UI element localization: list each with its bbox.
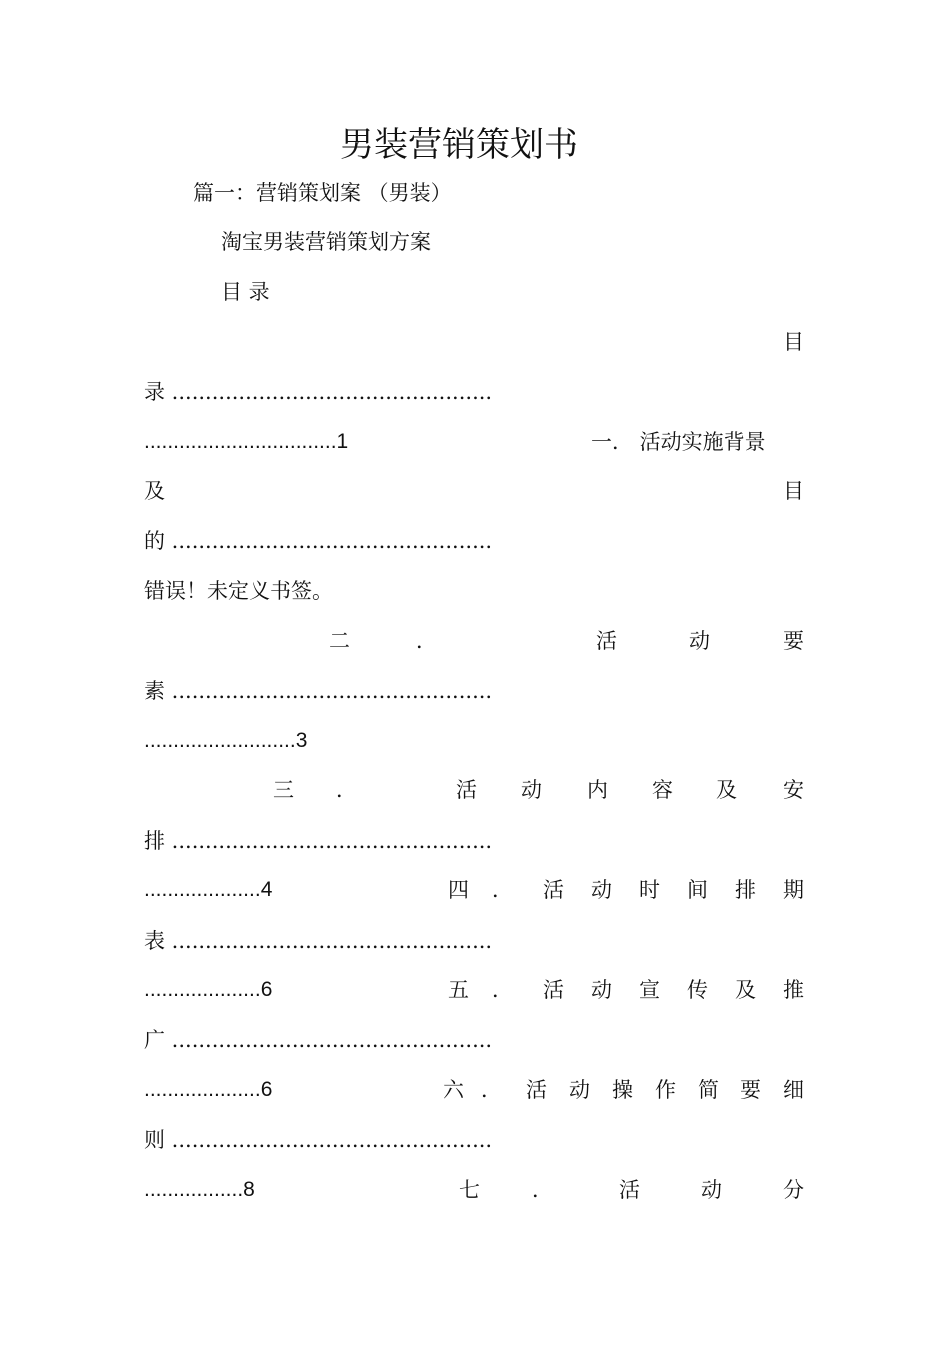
toc-char: 分 <box>783 1178 804 1202</box>
toc-char: 简 <box>698 1078 719 1102</box>
toc-char: ． <box>492 978 513 1002</box>
toc-char: 排 <box>735 878 756 902</box>
toc-page-line: ....................6 <box>144 1078 273 1101</box>
toc-char: 动 <box>521 778 542 802</box>
toc-char: 间 <box>687 878 708 902</box>
toc-leader-line: 则 ................................................ <box>144 1128 493 1152</box>
toc-char: 内 <box>587 778 608 802</box>
chapter-heading: 篇一：营销策划案 （男装） <box>193 181 452 205</box>
toc-char: 宣 <box>639 978 660 1002</box>
toc-error-text: 错误！未定义书签。 <box>144 579 333 603</box>
toc-char: 安 <box>783 778 804 802</box>
toc-char: ． <box>336 778 357 802</box>
toc-char: 五 <box>448 978 469 1002</box>
doc-title: 男装营销策划书 <box>340 125 578 165</box>
toc-page-line: ....................6 <box>144 978 273 1001</box>
toc-char: 活 <box>456 778 477 802</box>
toc-char: ． <box>532 1178 553 1202</box>
toc-char: 三 <box>273 778 294 802</box>
toc-leader-line: 广 ................................................ <box>144 1028 493 1052</box>
toc-char: 作 <box>655 1078 676 1102</box>
toc-char: 要 <box>740 1078 761 1102</box>
toc-leader-line: 录 ................................................ <box>144 380 493 404</box>
toc-page-line: .................8 <box>144 1178 255 1201</box>
toc-leader-line: 素 ................................................ <box>144 679 493 703</box>
toc-char: 活 <box>543 878 564 902</box>
toc-char: 四 <box>448 878 469 902</box>
toc-char: 活 <box>596 629 617 653</box>
toc-char: 活 <box>526 1078 547 1102</box>
toc-char: 时 <box>639 878 660 902</box>
toc-heading: 目 录 <box>221 280 270 304</box>
toc-page-line: .................................1 <box>144 430 349 453</box>
toc-text: 及 <box>144 479 165 503</box>
toc-char: 七 <box>459 1178 480 1202</box>
toc-leader-line: 排 ................................................ <box>144 829 493 853</box>
toc-char: 操 <box>612 1078 633 1102</box>
toc-char: 传 <box>687 978 708 1002</box>
toc-char: 及 <box>735 978 756 1002</box>
toc-char: 动 <box>701 1178 722 1202</box>
toc-char: 推 <box>783 978 804 1002</box>
toc-char: 动 <box>591 978 612 1002</box>
toc-char: 二 <box>329 629 350 653</box>
toc-char: 及 <box>716 778 737 802</box>
doc-subtitle: 淘宝男装营销策划方案 <box>221 230 431 254</box>
toc-char: ． <box>481 1078 502 1102</box>
toc-char: 期 <box>783 878 804 902</box>
toc-char: 活 <box>543 978 564 1002</box>
toc-char: 细 <box>783 1078 804 1102</box>
toc-text: 目 <box>783 479 804 503</box>
toc-char: 要 <box>783 629 804 653</box>
toc-char: ． <box>416 629 437 653</box>
toc-entry-1: 一． 活动实施背景 <box>591 430 766 454</box>
toc-leader-line: 的 ................................................ <box>144 529 493 553</box>
toc-char: 动 <box>591 878 612 902</box>
toc-page-line: ....................4 <box>144 878 273 901</box>
toc-char: 容 <box>652 778 673 802</box>
toc-char: ． <box>492 878 513 902</box>
toc-char: 六 <box>443 1078 464 1102</box>
toc-char: 动 <box>689 629 710 653</box>
toc-leader-line: 表 ................................................ <box>144 929 493 953</box>
toc-char: 活 <box>619 1178 640 1202</box>
toc-page-line: ..........................3 <box>144 729 308 752</box>
toc-char: 动 <box>569 1078 590 1102</box>
toc-text: 目 <box>783 330 804 354</box>
